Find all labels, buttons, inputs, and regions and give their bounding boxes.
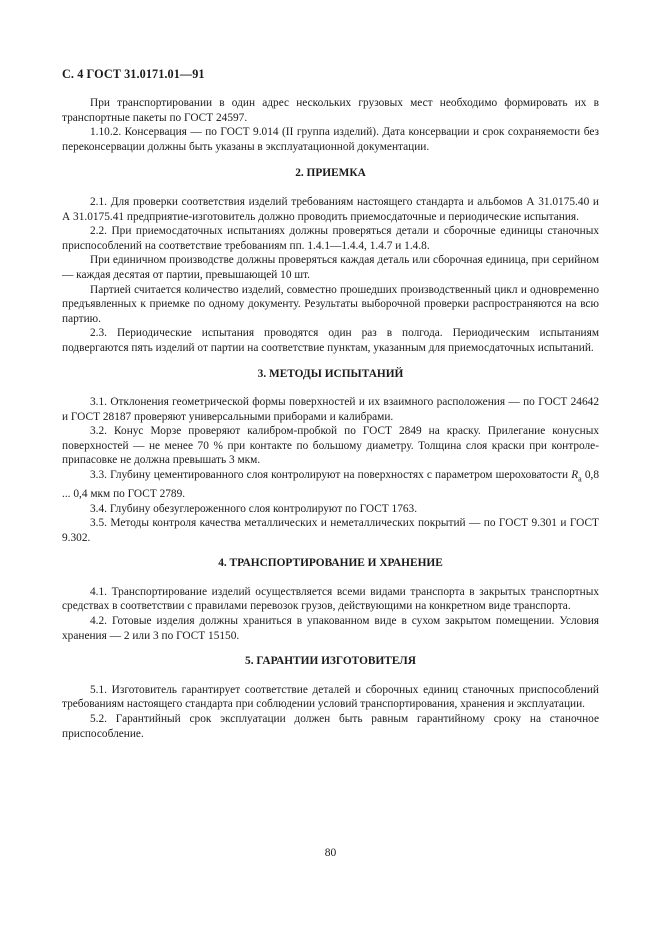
page-header: С. 4 ГОСТ 31.0171.01—91 [62,67,205,81]
roughness-subscript: a [578,474,582,484]
section-title-acceptance: 2. ПРИЕМКА [295,167,366,180]
paragraph-4-2: 4.2. Готовые изделия должны храниться в упакованном виде в сухом закрытом помещении. Условия хранения — 2 или 3 по ГОСТ 15150. [62,615,599,642]
paragraph-5-1: 5.1. Изготовитель гарантирует соответствие деталей и сборочных единиц станочных приспособлений требованиям настоящего стандарта при соблюдении условий транспортирования, хранения и эксплуатации. [62,683,599,711]
intro-paragraph-1: При транспортировании в один адрес нескольких грузовых мест необходимо формировать их в транспортные пакеты по ГОСТ 24597. [62,97,599,124]
paragraph-3-5: 3.5. Методы контроля качества металлических и неметаллических покрытий — по ГОСТ 9.301 и ГОСТ 9.302. [62,517,599,544]
paragraph-3-2: 3.2. Конус Морзе проверяют калибром-пробкой по ГОСТ 2849 на краску. Прилегание конусных поверхностей — не менее 70 % при контакте по большому диаметру. Толщина слоя краски при контроле-припасовке не должна превышать 3 мкм. [62,425,599,467]
paragraph-2-3: 2.3. Периодические испытания проводятся один раз в полгода. Периодическим испытаниям подвергаются пять изделий от партии на соответствие пунктам, указанным для приемосдаточных испытаний. [62,327,599,354]
section-title-test-methods: 3. МЕТОДЫ ИСПЫТАНИЙ [257,367,404,380]
paragraph-3-3-text: 3.3. Глубину цементированного слоя контролируют на поверхностях с параметром шероховатости [90,469,569,482]
paragraph-2-2-batch: Партией считается количество изделий, совместно прошедших производственный цикл и одновременно предъявленных к приемке по одному документу. Результаты выборочной проверки распространяются на всю партию. [62,283,599,325]
paragraph-5-2: 5.2. Гарантийный срок эксплуатации должен быть равным гарантийному сроку на станочное приспособление. [62,713,599,740]
paragraph-2-2-single: При единичном производстве должны проверяться каждая деталь или сборочная единица, при серийном — каждая десятая от партии, превышающей 10 шт. [62,254,599,281]
paragraph-3-1: 3.1. Отклонения геометрической формы поверхностей и их взаимного расположения — по ГОСТ 24642 и ГОСТ 28187 проверяют универсальными приборами и калибрами. [62,396,599,423]
roughness-values: 0,8 ... 0,4 мкм по ГОСТ 2789. [62,469,600,500]
section-title-transport-storage: 4. ТРАНСПОРТИРОВАНИЕ И ХРАНЕНИЕ [218,557,443,570]
section-title-warranty: 5. ГАРАНТИИ ИЗГОТОВИТЕЛЯ [245,655,416,668]
paragraph-3-3 [62,468,599,501]
paragraph-2-1: 2.1. Для проверки соответствия изделий требованиям настоящего стандарта и альбомов А 31.0175.40 и А 31.0175.41 предприятие-изготовитель должно проводить приемосдаточные и периодические испытания. [62,195,599,223]
paragraph-3-4: 3.4. Глубину обезуглероженного слоя контролируют по ГОСТ 1763. [90,502,418,515]
paragraph-2-2: 2.2. При приемосдаточных испытаниях должны проверяться детали и сборочные единицы станочных приспособлений на соответствие требованиям пп. 1.4.1—1.4.4, 1.4.7 и 1.4.8. [62,225,599,252]
paragraph-4-1: 4.1. Транспортирование изделий осуществляется всеми видами транспорта в закрытых транспортных средствах в соответствии с правилами перевозок грузов, действующими на конкретном виде транспорта. [62,585,599,613]
document-body [62,96,599,741]
roughness-symbol: R [571,469,579,482]
intro-paragraph-2: 1.10.2. Консервация — по ГОСТ 9.014 (II группа изделий). Дата консервации и срок сохраняемости без переконсервации должны быть указаны в эксплуатационной документации. [62,126,599,153]
page-number: 80 [324,847,337,859]
